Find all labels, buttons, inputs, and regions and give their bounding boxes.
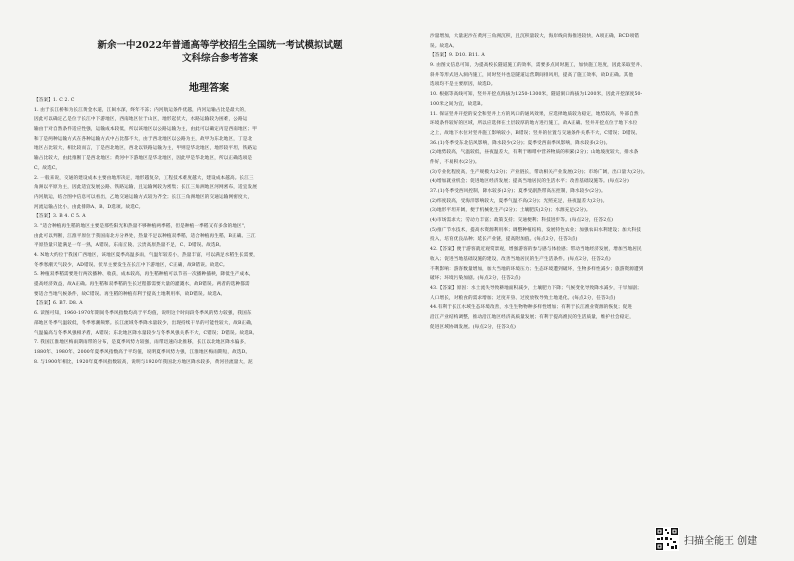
text-line: 误。故选A。	[430, 43, 458, 49]
text-line: 8. 与1900年相比，1920年夏季风指数较高，说明与1920年我国北方地区降水较多，黄河径流量大，泥	[34, 359, 253, 365]
right-column-text	[430, 32, 772, 332]
text-line: 河流运输占比小，由此排除A、B、D选项。故选C。	[34, 204, 144, 210]
text-line: 破坏；环境污染加剧。(每点2分，任答2点)	[430, 276, 521, 282]
text-line: 人口增长，对粮食的需求增加；过度开垦、过度放牧导致土地退化。(每点2分，任答3点)	[430, 295, 616, 301]
text-line: 由此可以判断，江淮平原位于我国南北方分界处，热量不足以种植双季稻，适合种植再生稻，B正确。三江	[34, 233, 256, 239]
section-title: 地理答案	[189, 83, 229, 94]
text-line: 100米之间为宜，故选B。	[430, 101, 486, 107]
document-title: 新余一中2022年普通高等学校招生全国统一考试模拟试题	[97, 40, 343, 51]
text-line: 【答案】3. B 4. C 5. A	[34, 214, 86, 220]
text-line: 10. 根据等高线可知，竖井开挖点海拔为1250-1300米，隧道洞口海拔为1200米，因此开挖深度50-	[430, 92, 643, 98]
text-line: 7. 我国江淮地区梅雨期雨带的分布，是夏季风势力较强，雨带迅速向北推移，长江以北地区降水偏多，	[34, 340, 250, 346]
text-line: 要适合当地气候条件，故C错误。再生稻的种植有利于提高土地利用率，故D错误。故选A。	[34, 291, 226, 297]
text-line: 9. 由图文信息可知，为提高校长隧道施工的效率，需要多点同时施工，加快施工进度，因此采取竖井、	[430, 63, 646, 69]
text-line: (2)纬度较高，受海洋影响较大，夏季气温不高(2分)；光照充足，昼夜温差大(2分)。	[430, 198, 608, 204]
text-line: C。故选C。	[34, 165, 61, 171]
text-line: 不利影响：游客数量增加，加大当地的环境压力；生态环境遭到破坏，生物多样性减少；旅游资源遭到	[430, 266, 644, 272]
text-line: (4)市场需求大；劳动力丰富；政策支持；交通便利；科技进步等。(每点2分，任答2点)	[430, 218, 614, 224]
text-line: 输由于对自然条件适应性强，运输成本较低，所以该地区以公路运输为主，由此可以确定丙是西南地区；甲	[34, 127, 257, 133]
text-line: 37.(1)冬季受西风控制，降水较多(2分)；夏季受副热带高压控制，降水较少(2分)。	[430, 189, 606, 194]
text-line: 44.有利于长江水域生态环境改善，水生生物物种多样性增加；有利于长江渔业资源的恢复；促进	[430, 305, 633, 311]
text-line: (5)推广节水技术，提高水资源利用率；调整种植结构，发展特色农业；加强农田水利建设；加大科技	[430, 227, 641, 233]
text-line: 【答案】9. D10. B11. A	[430, 53, 485, 59]
left-column-text	[34, 96, 386, 367]
text-line: 收入；促进当地基础设施的建设，改善当地居民的生产生活条件。(每点2分，任答2点)	[430, 256, 611, 262]
text-line: 和丁是两种运输方式在各种运输方式中占比都不大，由于西北地区以公路为主，故甲为东北地区，丁是北	[34, 136, 253, 142]
text-line: 沿江产业结构调整，推动沿江地区经济高质量发展；有利于提高渔民的生活质量，维护社会稳定，	[430, 314, 634, 320]
text-line: (4)增加就业机会；促进地区经济发展；提高当地居民的生活水平；改善基础设施等。(每点2分)	[430, 179, 629, 185]
text-line: 投入，培育优良品种；延长产业链，提高附加值。(每点2分，任答3点)	[430, 237, 578, 243]
text-line: 【答案】1. C 2. C	[34, 98, 75, 103]
text-line: 因此可以确定乙是位于长江中下游地区，西南地区位于山区，地形起伏大，水路运输较为困难，公路运	[34, 117, 248, 123]
text-line: 促进区域协调发展。(每点2分，任答3点)	[430, 324, 516, 330]
text-line: 冬季寒潮天气较少，AD错误。伏旱主要发生在长江中下游地区，C正确，故B错误。故选C。	[34, 262, 228, 268]
text-line: 选项均不是主要原因，故选D。	[430, 82, 496, 88]
text-line: 4. N地大约位于我国广西地区，该地区夏季高温多雨，气温年较差小，热量丰富，可以满足水稻生长需要，	[34, 253, 258, 258]
text-line: (3)地形平坦开阔，便于机械化生产(2分)；土壤肥沃(2分)；水源充足(2分)。	[430, 208, 591, 214]
text-line: 件好，不易积水(2分)。	[430, 159, 480, 165]
text-line: 沙量增加，大量泥沙在黄河三角洲沉积，且沉积量较大，海岸线向海推进较快，A项正确，BCD项错	[430, 34, 640, 39]
text-line: 输占比较大，由此推断丁是西北地区；黄河中下游地区是华北地区，因此甲是华北地区，所以正确选项是	[34, 156, 253, 162]
text-line: 平原热量只能满足一年一熟，A错误。东南丘陵、云贵高原热量不足，C、D错误。故选B。	[34, 243, 225, 249]
text-line: 1. 由于长江桥和为长江黄金水道，江闽水深，终年不冻；内河航运条件优越，内河运输占比是最大的，	[34, 107, 250, 113]
text-line: 3. "适合种植再生稻的地区主要是那些阳光和热量不够种植两季稻，但是种植一季稻又有多余的地区"，	[34, 223, 249, 229]
document-subtitle: 文科综合参考答案	[181, 53, 258, 64]
text-line: 内河航运，结合图中信息可以看出，乙地交通运输方式较为齐全；长江三角洲地区的交通运输网密度大，	[34, 194, 253, 200]
text-line: 提高经济效益，故A正确。再生稻和双季稻的生长过程都需要大量的灌溉水，故B错误。两者的选种都需	[34, 282, 250, 288]
scanner-watermark: 扫描全能王 创建	[684, 536, 758, 547]
text-line: 之上，故地下水位对竖井施工影响较小，B错误；竖井的位置与交通条件关系不大，C错误；D错误。	[430, 130, 641, 136]
text-line: 【答案】6. B7. D8. A	[34, 301, 83, 307]
text-line: 36.(1)冬季受东北信风影响，降水较少(2分)；夏季受西南季风影响，降水较多(2分)。	[430, 140, 611, 146]
text-line: 11. 保证竖井开挖的安全和竖井上方的风口的通风效果，应选择地质较为稳定，地势较高，外部自然	[430, 111, 639, 117]
text-line: 地区占比较大，相比较而言，丁是西北地区，西北以铁路运输为主，甲则是华北地区，地形较平坦，铁路运	[34, 146, 257, 152]
text-line: 气温偏高与冬季风强相矛盾，A错误；东北地区降水量较少与冬季风强关系不大，C错误；D错误。故选B。	[34, 330, 258, 336]
text-line: 5. 种植双季稻需要进行两次播种、收获，成本较高，再生稻种植可以节省一次播种插秧，降低生产成本，	[34, 272, 254, 278]
text-line: 角洲以平原为主，因此适宜发展公路、铁路运输，且运输网较为密集；长江三角洲地区河网密布，适宜发展	[34, 185, 257, 191]
text-line: (2)地势较高，气温较低，昼夜温差大，有利于咖啡中营养物质的积累(2分)；山地坡度较大，排水条	[430, 150, 639, 156]
text-line: 42.【答案】便于游客就近观赏景观，增强游客的参与感与体验感；带动当地经济发展，增加当地居民	[430, 247, 642, 253]
text-line: 斜井等形式进入洞内施工，同时竖井也是隧道运营期间排风用，提高了施工效率，故D正确。其他	[430, 72, 634, 78]
text-line: 1880年、1980年、2000年夏季风指数高于平均值，说明夏季风势力强，江淮地区梅雨期短，故选D。	[34, 349, 251, 355]
text-line: 43.【答案】原因：水土流失导致耕地面积减少，土壤肥力下降；气候变化导致降水减少，干旱加剧；	[430, 285, 642, 291]
text-line: 6. 读图可知，1960-1970年期间冬季风指数均高于平均值，说明这个时间段冬季风的势力较强，我国东	[34, 311, 252, 317]
text-line: 部地区冬季气温较低，冬季寒潮频繁。长江流域冬季降水量较少，出现持续干旱的可能性较大，故B正确，	[34, 320, 256, 326]
text-line: 2. 一般来说，交通的建设成本主要由地形决定，地形越复杂，工程技术难度越大，建设成本越高。长江三	[34, 175, 254, 181]
qr-code-icon	[655, 527, 679, 551]
text-line: 环境条件较好的区域，所以应选择在土层较厚的地方进行施工，故A正确。竖井开挖点位于地下水位	[430, 121, 638, 127]
text-line: (3)专业化程度高，生产规模大(2分)；产业链长，带动相关产业发展(2分)；市场广阔，出口量大(2分)。	[430, 169, 648, 175]
